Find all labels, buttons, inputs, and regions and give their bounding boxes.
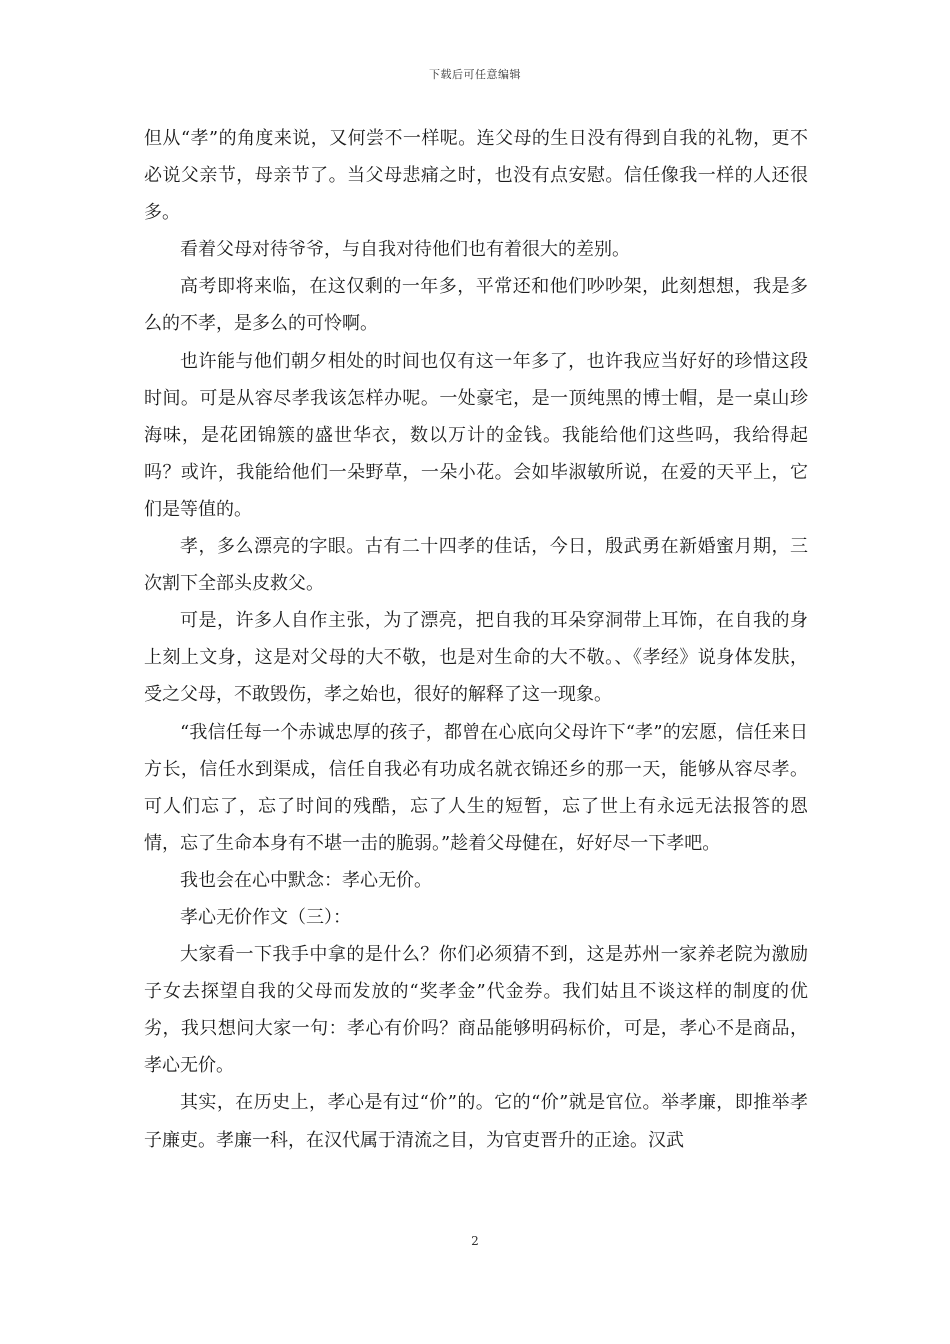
paragraph: 孝，多么漂亮的字眼。古有二十四孝的佳话，今日，殷武勇在新婚蜜月期，三次割下全部头皮救父。 [144,536,808,595]
paragraph: 其实，在历史上，孝心是有过“价”的。它的“价”就是官位。举孝廉，即推举孝子廉吏。孝廉一科，在汉代属于清流之目，为官吏晋升的正途。汉武 [144,1092,808,1151]
page-number: 2 [471,1234,479,1248]
paragraph: 大家看一下我手中拿的是什么？你们必须猜不到，这是苏州一家养老院为激励子女去探望自我的父母而发放的“奖孝金”代金券。我们姑且不谈这样的制度的优劣，我只想问大家一句：孝心有价吗？商品能够明码标价，可是，孝心不是商品，孝心无价。 [144,944,808,1077]
paragraph: 高考即将来临，在这仅剩的一年多，平常还和他们吵吵架，此刻想想，我是多么的不孝，是多么的可怜啊。 [144,276,808,335]
page-header: 下载后可任意编辑 [429,68,521,81]
paragraph: “我信任每一个赤诚忠厚的孩子，都曾在心底向父母许下“孝”的宏愿，信任来日方长，信任水到渠成，信任自我必有功成名就衣锦还乡的那一天，能够从容尽孝。可人们忘了，忘了时间的残酷，忘了人生的短暂，忘了世上有永远无法报答的恩情，忘了生命本身有不堪一击的脆弱。”趁着父母健在，好好尽一下孝吧。 [144,721,808,854]
document-body [144,120,808,1159]
paragraph: 看着父母对待爷爷，与自我对待他们也有着很大的差别。 [180,239,630,261]
section-heading: 孝心无价作文（三）： [180,906,351,928]
paragraph: 但从“孝”的角度来说，又何尝不一样呢。连父母的生日没有得到自我的礼物，更不必说父亲节，母亲节了。当父母悲痛之时，也没有点安慰。信任像我一样的人还很多。 [144,128,808,224]
paragraph: 可是，许多人自作主张，为了漂亮，把自我的耳朵穿洞带上耳饰，在自我的身上刻上文身，这是对父母的大不敬，也是对生命的大不敬。、《孝经》说身体发肤，受之父母，不敢毁伤，孝之始也，很好的解释了这一现象。 [144,610,808,706]
paragraph: 我也会在心中默念：孝心无价。 [180,869,432,891]
paragraph: 也许能与他们朝夕相处的时间也仅有这一年多了，也许我应当好好的珍惜这段时间。可是从容尽孝我该怎样办呢。一处豪宅，是一顶纯黑的博士帽，是一桌山珍海味，是花团锦簇的盛世华衣，数以万计的金钱。我能给他们这些吗，我给得起吗？或许，我能给他们一朵野草，一朵小花。会如毕淑敏所说，在爱的天平上，它们是等值的。 [144,350,808,520]
